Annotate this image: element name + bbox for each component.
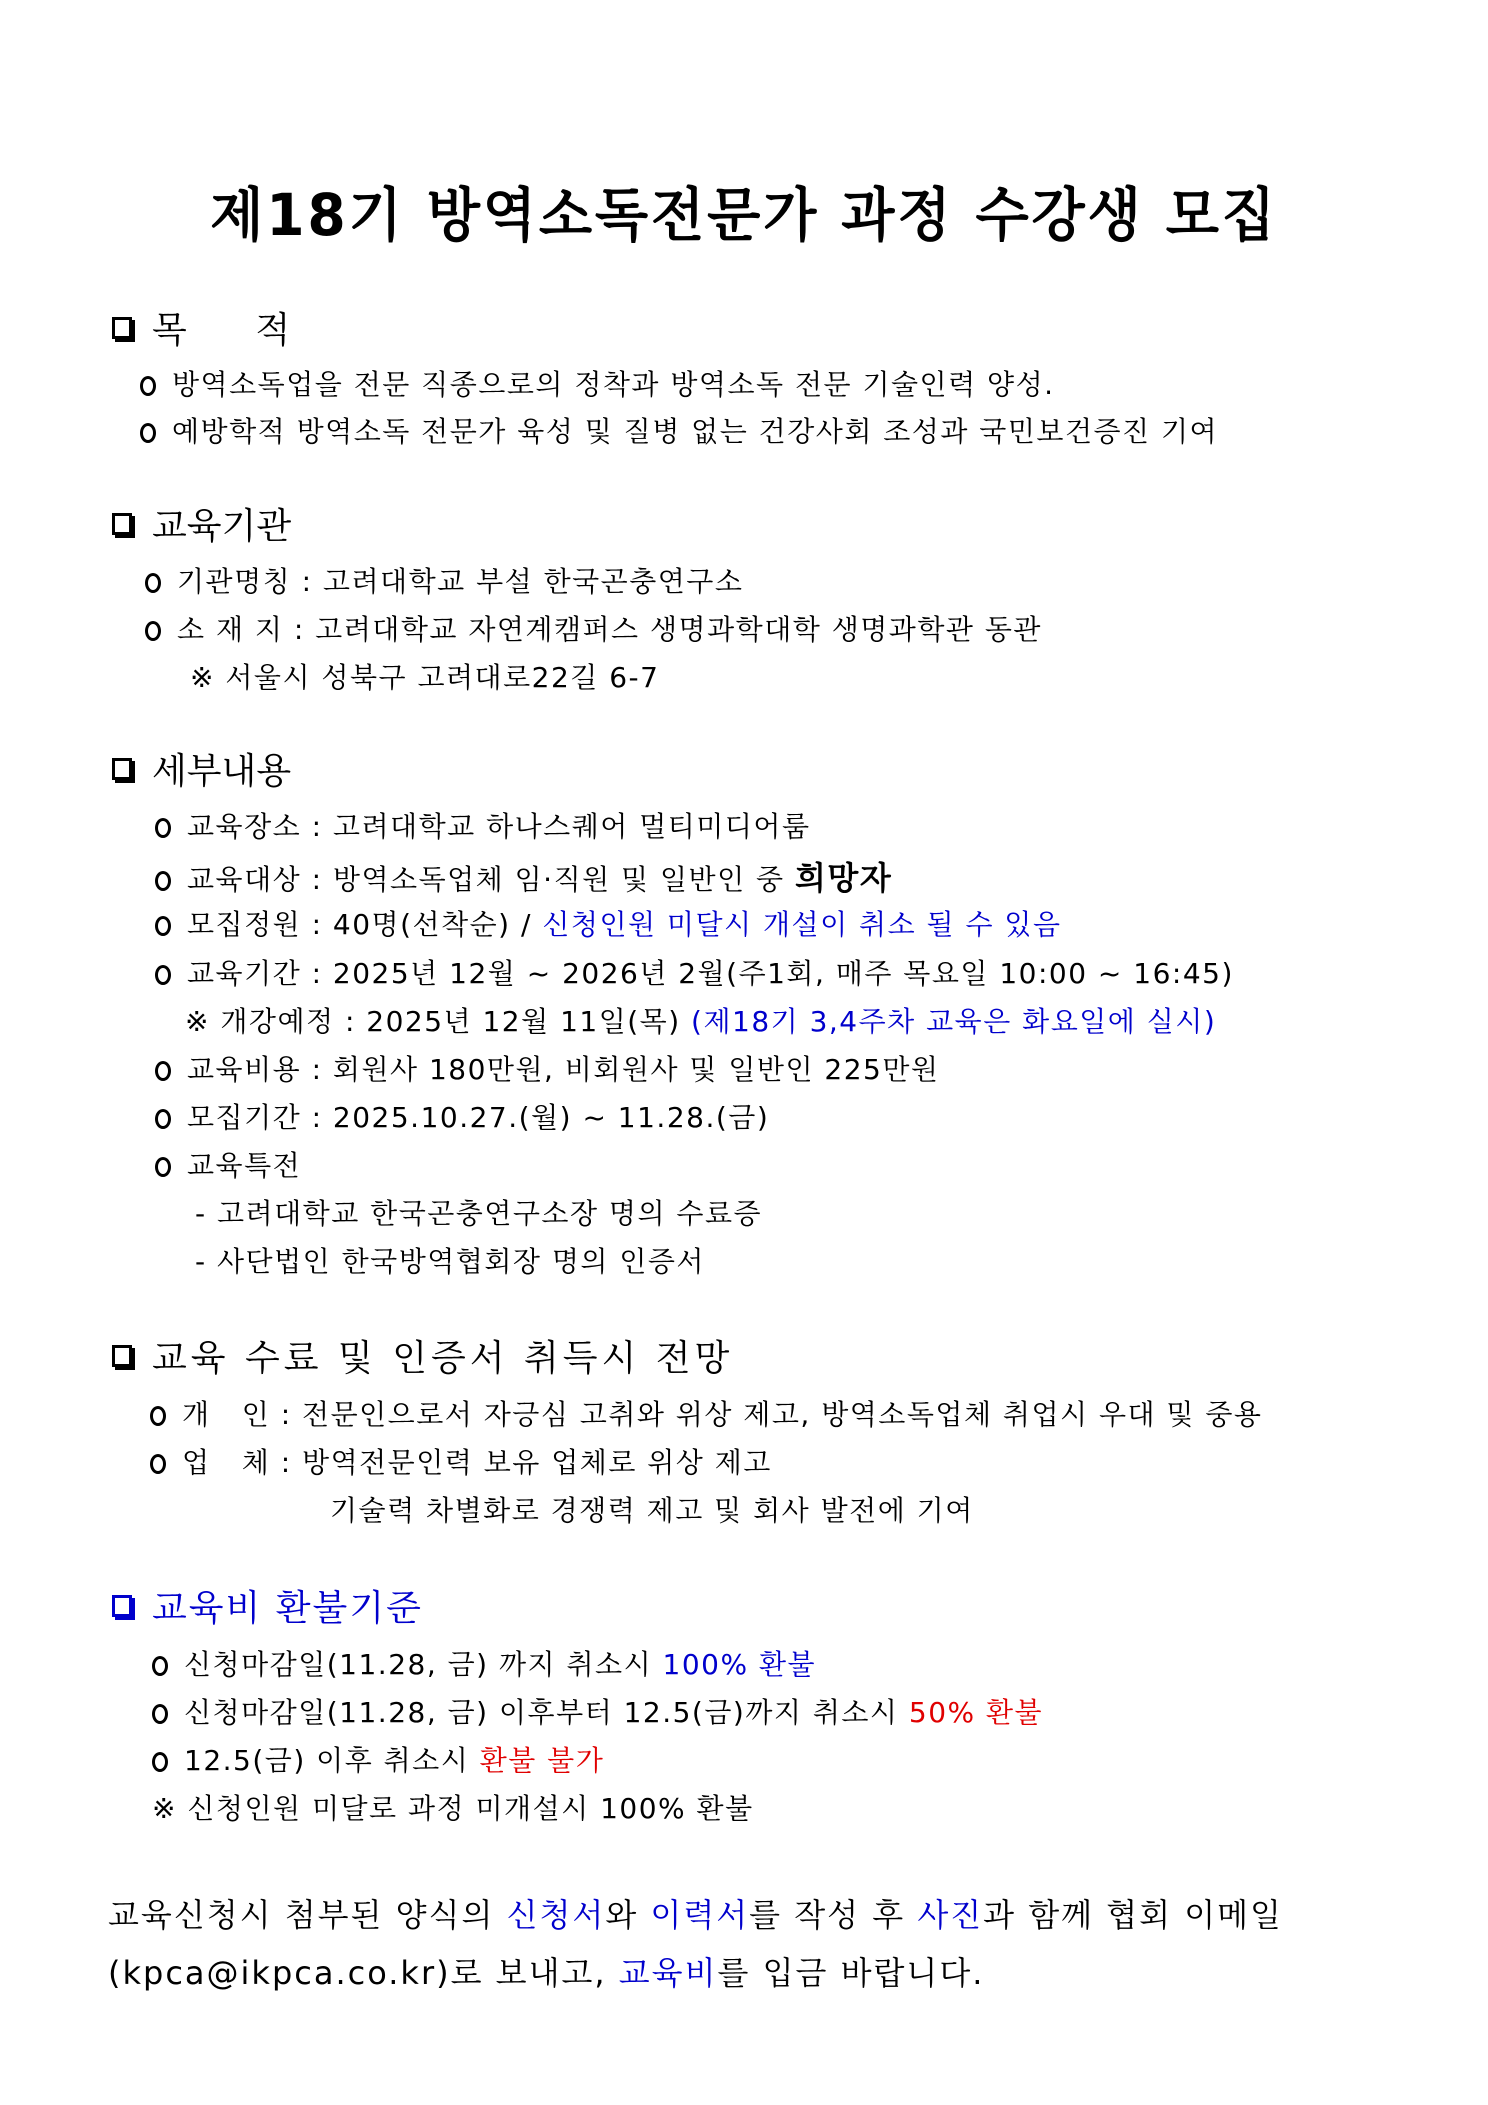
circle-bullet-icon	[152, 1656, 168, 1676]
refund-note: ※ 신청인원 미달로 과정 미개설시 100% 환불	[152, 1792, 754, 1825]
page-title: 제18기 방역소독전문가 과정 수강생 모집	[210, 181, 1278, 249]
benefit-item: - 고려대학교 한국곤충연구소장 명의 수료증	[195, 1197, 763, 1230]
list-item: 업 체 : 방역전문인력 보유 업체로 위상 제고	[150, 1441, 772, 1481]
circle-bullet-icon	[155, 1109, 171, 1129]
benefit-item: - 사단법인 한국방역협회장 명의 인증서	[195, 1245, 705, 1278]
list-item: 교육장소 : 고려대학교 하나스퀘어 멀티미디어룸	[155, 805, 811, 845]
circle-bullet-icon	[145, 573, 161, 593]
checkbox-square-icon	[112, 758, 132, 780]
checkbox-square-icon	[112, 317, 132, 339]
list-item: 신청마감일(11.28, 금) 까지 취소시 100% 환불	[152, 1643, 816, 1683]
checkbox-square-icon	[112, 1595, 132, 1617]
circle-bullet-icon	[155, 965, 171, 985]
circle-bullet-icon	[155, 1157, 171, 1177]
section-details-heading: 세부내용	[112, 743, 291, 794]
list-item: 방역소독업을 전문 직종으로의 정착과 방역소독 전문 기술인력 양성.	[140, 363, 1055, 403]
circle-bullet-icon	[140, 376, 156, 396]
list-item: 모집정원 : 40명(선착순) / 신청인원 미달시 개설이 취소 될 수 있음	[155, 903, 1062, 943]
circle-bullet-icon	[155, 871, 171, 891]
list-item: 기관명칭 : 고려대학교 부설 한국곤충연구소	[145, 560, 743, 600]
list-item: 교육비용 : 회원사 180만원, 비회원사 및 일반인 225만원	[155, 1048, 939, 1088]
section-purpose-heading: 목 적	[112, 302, 290, 353]
circle-bullet-icon	[152, 1704, 168, 1724]
list-item: 12.5(금) 이후 취소시 환불 불가	[152, 1739, 604, 1779]
circle-bullet-icon	[145, 621, 161, 641]
list-item-continuation: 기술력 차별화로 경쟁력 제고 및 회사 발전에 기여	[330, 1494, 974, 1527]
list-item: 교육대상 : 방역소독업체 임·직원 및 일반인 중 희망자	[155, 853, 892, 899]
address-note: ※ 서울시 성북구 고려대로22길 6-7	[190, 661, 660, 694]
list-item: 모집기간 : 2025.10.27.(월) ~ 11.28.(금)	[155, 1096, 769, 1136]
list-item: 예방학적 방역소독 전문가 육성 및 질병 없는 건강사회 조성과 국민보건증진 기여	[140, 410, 1218, 450]
checkbox-square-icon	[112, 1345, 132, 1367]
circle-bullet-icon	[155, 916, 171, 936]
list-item: 교육기간 : 2025년 12월 ~ 2026년 2월(주1회, 매주 목요일 10:00 ~ 16:45)	[155, 952, 1234, 992]
footer-line-1: 교육신청시 첨부된 양식의 신청서와 이력서를 작성 후 사진과 함께 협회 이메일	[108, 1896, 1283, 1934]
list-item: 교육특전	[155, 1144, 301, 1184]
list-item: 소 재 지 : 고려대학교 자연계캠퍼스 생명과학대학 생명과학관 동관	[145, 608, 1042, 648]
circle-bullet-icon	[155, 818, 171, 838]
section-refund-heading: 교육비 환불기준	[112, 1580, 423, 1631]
section-outlook-heading: 교육 수료 및 인증서 취득시 전망	[112, 1330, 733, 1381]
list-item: 개 인 : 전문인으로서 자긍심 고취와 위상 제고, 방역소독업체 취업시 우대 및 중용	[150, 1393, 1262, 1433]
circle-bullet-icon	[152, 1752, 168, 1772]
opening-note: ※ 개강예정 : 2025년 12월 11일(목) (제18기 3,4주차 교육은 화요일에 실시)	[185, 1005, 1217, 1038]
circle-bullet-icon	[140, 423, 156, 443]
circle-bullet-icon	[150, 1406, 166, 1426]
circle-bullet-icon	[150, 1454, 166, 1474]
footer-line-2: (kpca@ikpca.co.kr)로 보내고, 교육비를 입금 바랍니다.	[108, 1954, 985, 1992]
checkbox-square-icon	[112, 513, 132, 535]
section-institution-heading: 교육기관	[112, 498, 291, 549]
circle-bullet-icon	[155, 1061, 171, 1081]
list-item: 신청마감일(11.28, 금) 이후부터 12.5(금)까지 취소시 50% 환불	[152, 1691, 1043, 1731]
